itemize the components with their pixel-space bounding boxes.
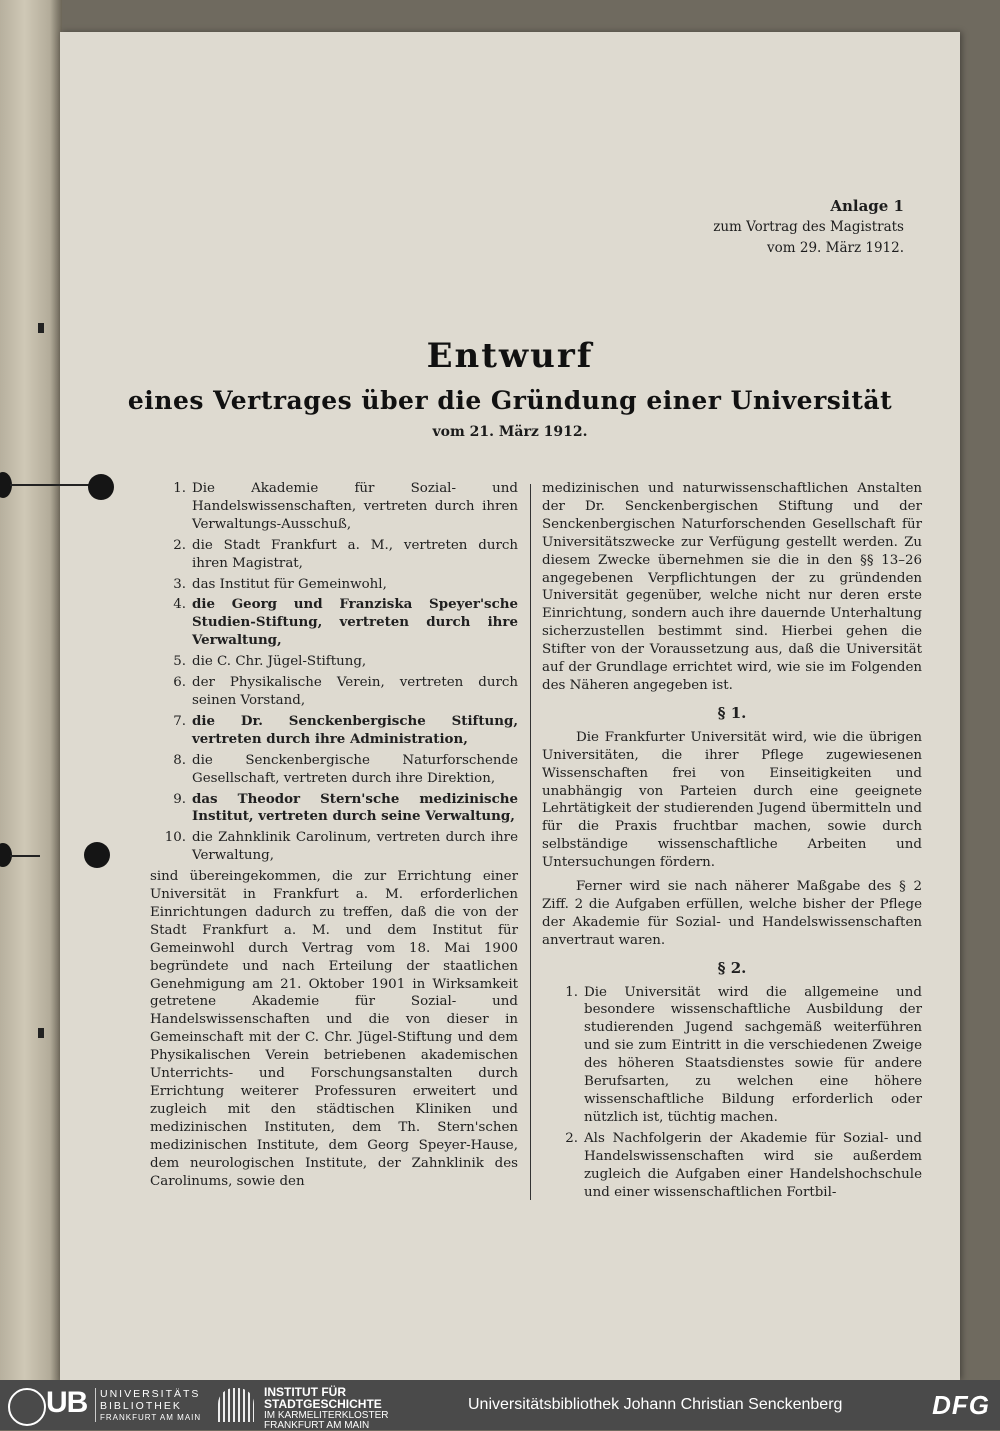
list-item: 3. das Institut für Gemeinwohl, [173, 576, 387, 592]
list-item: 1. Die Universität wird die allgemeine und besondere wissenschaftliche Ausbildung der studierenden Jugend sachgemäß weiterführen und sie zum Eintritt in die verschiedenen Zweige des höheren Staatsdienstes sowie für andere Berufsarten, zu welchen eine höhere wissenschaftliche Bildung erforderlich oder nützlich ist, tüchtig machen. [565, 984, 922, 1125]
section-1-paragraph-2: Ferner wird sie nach näherer Maßgabe des § 2 Ziff. 2 die Aufgaben erfüllen, welche bisher der Pflege der Akademie für Sozial- und Handelswissenschaften anvertraut waren. [542, 879, 922, 948]
dfg-logo: DFG [932, 1390, 990, 1420]
document-title: Entwurf [426, 336, 594, 376]
footer-divider [95, 1388, 96, 1422]
binder-line-bottom [10, 855, 40, 857]
university-seal-icon [8, 1388, 46, 1426]
list-item: 1. Die Akademie für Sozial- und Handelswissenschaften, vertreten durch ihren Verwaltungs-Ausschuß, [173, 481, 518, 532]
section-2-heading: § 2. [717, 958, 747, 977]
ub-logo-text: UNIVERSITÄTS BIBLIOTHEK FRANKFURT AM MAIN [100, 1388, 202, 1422]
document-date: vom 21. März 1912. [432, 424, 588, 440]
list-item: 2. die Stadt Frankfurt a. M., vertreten durch ihren Magistrat, [173, 537, 518, 571]
annex-line-2: zum Vortrag des Magistrats [713, 219, 904, 235]
annex-line-3: vom 29. März 1912. [767, 240, 904, 256]
list-item: 9. das Theodor Stern'sche medizinische Institut, vertreten durch seine Verwaltung, [173, 790, 518, 825]
annex-note [713, 196, 904, 259]
punch-hole-top [88, 474, 114, 500]
list-item: 5. die C. Chr. Jügel-Stiftung, [173, 654, 367, 670]
punch-hole-bottom [84, 842, 110, 868]
intro-paragraph: sind übereingekommen, die zur Errichtung einer Universität in Frankfurt a. M. erforderlichen Einrichtungen dadurch zu treffen, daß die von der Stadt Frankfurt a. M. und dem Institut für Gemeinwohl durch Vertrag vom 18. Mai 1900 begründete und nach Erteilung der staatlichen Genehmigung am 21. Oktober 1901 in Wirksamkeit getretene Akademie für Sozial- und Handelswissenschaften und die von dieser in Gemeinschaft mit der C. Chr. Jügel-Stiftung und dem Physikalischen Verein betriebenen akademischen Unterrichts- und Forschungsanstalten durch Errichtung weiterer Professuren erweitert und zugleich mit den städtischen Kliniken und medizinischen Instituten, dem Th. Stern'schen medizinischen Institute, dem Georg Speyer-Hause, dem neurologischen Institute, der Zahnklinik des Carolinums, sowie den [150, 869, 518, 1189]
edge-mark-1 [38, 323, 44, 333]
edge-mark-2 [38, 1028, 44, 1038]
list-item: 2. Als Nachfolgerin der Akademie für Sozial- und Handelswissenschaften wird sie außerdem zugleich die Aufgaben einer Handelshochschule und einer wissenschaftlichen Fortbil- [565, 1130, 922, 1200]
list-item: 6. der Physikalische Verein, vertreten durch seinen Vorstand, [173, 675, 518, 708]
list-item: 10. die Zahnklinik Carolinum, vertreten durch ihre Verwaltung, [164, 830, 518, 864]
right-intro-paragraph: medizinischen und naturwissenschaftlichen Anstalten der Dr. Senckenbergischen Stiftung und der Senckenbergischen Naturforschenden Gesellschaft für Universitätszwecke zur Verfügung gestellt werden. Zu diesem Zwecke übernehmen sie die in den §§ 13–26 angegebenen Verpflichtungen der zu gründenden Universität gegenüber, welche nicht nur deren erste Einrichtung, sondern auch ihre dauernde Unterhaltung sicherzustellen bestimmt sind. Hierbei gehen die Stifter von der Voraussetzung aus, daß die Universität auf der Grundlage errichtet wird, wie sie im Folgenden des Näheren angegeben ist. [542, 481, 922, 693]
footer-bar [0, 1380, 1000, 1430]
document-subtitle: eines Vertrages über die Gründung einer Universität [127, 386, 893, 415]
binder-line-top [10, 484, 90, 486]
parties-list [150, 480, 518, 865]
section-2-list [542, 984, 922, 1202]
institute-logo-text: INSTITUT FÜR STADTGESCHICHTE IM KARMELITERKLOSTER FRANKFURT AM MAIN [264, 1385, 389, 1431]
column-divider [530, 484, 531, 1200]
list-item: 7. die Dr. Senckenbergische Stiftung, vertreten durch ihre Administration, [173, 712, 518, 747]
section-1-paragraph-1: Die Frankfurter Universität wird, wie die übrigen Universitäten, die ihrer Pflege zugewiesenen Wissenschaften frei von Einseitigkeiten und unabhängig von Parteien durch eine geeignete Lehrtätigkeit der studierenden Jugend übermitteln und für die Praxis fruchtbar machen, sowie durch selbständige wissenschaftliche Arbeiten und Untersuchungen fördern. [542, 729, 922, 871]
institute-building-icon [218, 1388, 254, 1422]
library-name: Universitätsbibliothek Johann Christian Senckenberg [468, 1396, 843, 1413]
left-column [150, 480, 518, 1190]
section-1-heading: § 1. [717, 703, 747, 722]
list-item: 8. die Senckenbergische Naturforschende Gesellschaft, vertreten durch ihre Direktion, [173, 752, 518, 786]
ub-logo: UB [46, 1386, 88, 1419]
right-column [542, 480, 922, 1204]
annex-line-1: Anlage 1 [830, 197, 904, 215]
list-item: 4. die Georg und Franziska Speyer'sche Studien-Stiftung, vertreten durch ihre Verwaltung, [173, 596, 518, 649]
